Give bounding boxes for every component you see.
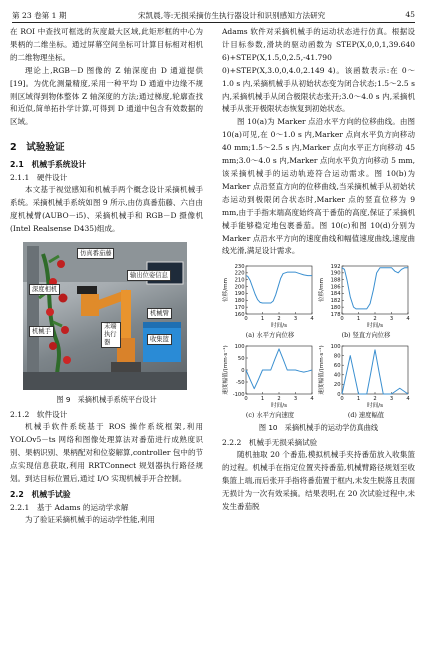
y-tick-label: 80 — [333, 353, 341, 360]
y-tick-label: 186 — [330, 284, 341, 291]
chart-horizontal-velocity — [222, 342, 318, 410]
subsubsection-heading: 2.1.2 软件设计 — [10, 409, 68, 419]
paragraph: 随机抽取 20 个番茄,模拟机械手夹持番茄放入收集篮的过程。机械手在指定位置夹持番茄,机械臂路径规划至收集篮上端,而后张开手指将番茄置于框内,未发生脱落且表面无损计为一次有效采摘。结果表明,在 20 次试验过程中,未发生番茄脱 — [222, 450, 415, 511]
y-axis-label: 位移/mm — [319, 278, 325, 303]
paragraph: 机械手软件系统基于 ROS 操作系统框架,利用 YOLOv5－ts 网络和图像处理算法对番茄进行成熟度识别、果柄识别、果柄配对和位姿解算,controller 包中的节点实现信息获取,利用 RRTConnect 规划器执行路径规划。到达目标位置后,通过 I/O 实现机械手开合控制。 — [10, 421, 203, 483]
chart-vertical-displacement — [318, 262, 414, 330]
x-tick-label: 4 — [310, 316, 314, 323]
figure-9-caption: 图 9 采摘机械手系统平台设计 — [56, 394, 157, 404]
x-axis-label: 时间/s — [271, 403, 287, 410]
x-axis-label: 时间/s — [367, 323, 383, 330]
x-tick-label: 3 — [293, 396, 298, 403]
y-tick-label: 0 — [337, 392, 341, 399]
y-tick-label: 50 — [237, 356, 245, 363]
x-tick-label: 0 — [244, 396, 248, 403]
x-tick-label: 2 — [277, 316, 281, 323]
subcaption: (d) 速度幅值 — [347, 412, 385, 420]
series-line — [246, 349, 312, 389]
y-tick-label: 192 — [330, 264, 341, 271]
series-line — [246, 272, 312, 303]
figure-10-caption: 图 10 采摘机械手的运动学仿真曲线 — [258, 423, 379, 433]
x-tick-label: 4 — [406, 316, 410, 323]
y-tick-label: 200 — [234, 284, 245, 291]
x-tick-label: 1 — [356, 396, 361, 403]
y-tick-label: 170 — [234, 305, 245, 312]
label-end-effector: 末端执行器 — [101, 322, 121, 348]
subcaption: (a) 水平方向位移 — [245, 332, 295, 340]
plot-frame — [342, 346, 408, 394]
label-basket: 收集篮 — [147, 334, 172, 345]
figure-9-photo — [23, 242, 187, 390]
subsubsection-heading: 2.2.2 机械手无损采摘试验 — [222, 438, 318, 448]
y-tick-label: 220 — [234, 270, 245, 277]
y-tick-label: 210 — [234, 277, 245, 284]
y-tick-label: 180 — [234, 298, 245, 305]
x-tick-label: 2 — [373, 316, 377, 323]
x-tick-label: 0 — [340, 396, 344, 403]
label-arm: 机械臂 — [147, 308, 172, 319]
section-heading: 2 试验验证 — [10, 142, 65, 154]
y-tick-label: 60 — [333, 363, 341, 370]
plot-frame — [246, 266, 312, 314]
y-tick-label: 182 — [330, 298, 341, 305]
chart-svg — [318, 342, 414, 410]
right-column — [222, 26, 415, 514]
chart-svg — [222, 342, 318, 410]
paragraph: 理论上,RGB－D 图像的 Z 轴深度由 D 通道提供[19]。为优化测量精度,采用一种平均 D 通道中边缘不规则区域得到物体整体 Z 轴深度的方法;通过梯度,轮廓查找和近似,简单拓扑学计算,可得到 D 通道中包含有效数据的区域。 — [10, 65, 203, 127]
x-tick-label: 3 — [293, 316, 298, 323]
label-pose-output: 输出位姿信息 — [127, 270, 171, 281]
chart-svg — [222, 262, 318, 330]
label-depth-camera: 深度相机 — [29, 284, 60, 295]
y-tick-label: 180 — [330, 305, 341, 312]
subsubsection-heading: 2.1.1 硬件设计 — [10, 173, 68, 183]
x-tick-label: 1 — [260, 396, 265, 403]
chart-horizontal-displacement — [222, 262, 318, 330]
running-header — [12, 8, 415, 23]
label-hand: 机械手 — [29, 326, 54, 337]
y-axis-label: 速度幅值/(mm·s⁻¹) — [319, 345, 325, 396]
paragraph: Adams 软件对采摘机械手的运动状态进行仿真。根据设计目标参数,滑块的驱动函数为 STEP(X,0,0,1,39.640 6)+STEP(X,1.5,0,2.5,-41.790 0)+STEP(X,3.0,0,4.0,2.149 4)。该函数表示:在 0～1.0 s 内,采摘机械手从初始状态变为闭合状态;1.5～2.5 s 内,采摘机械手从闭合极限状态张开;3.0～4.0 s 内,采摘机械手从张开极限状态恢复到初始状态。 — [222, 27, 415, 114]
subsection-heading: 2.1 机械手系统设计 — [10, 160, 87, 170]
x-tick-label: 1 — [356, 316, 361, 323]
x-tick-label: 4 — [406, 396, 410, 403]
x-tick-label: 0 — [244, 316, 248, 323]
paragraph: 图 10(a)为 Marker 点沿水平方向的位移曲线。由图 10(a)可见,在 0～1.0 s 内,Marker 点向水平负方向移动 40 mm;1.5～2.5 s 内,Marker 点向水平正方向移动 45 mm;3.0～4.0 s 内,Marker 点向水平负方向移动 5 mm,该采摘机械手的运动轨迹符合运动需求。图 10(b)为 Marker 点沿竖直方向的位移曲线,当采摘机械手从初始状态运动到极限闭合状态时,Marker 点的竖直位移为 9 mm,由于手指末端高度始终高于番茄的高度,保证了采摘机械手能够稳定地包裹番茄。图 10(c)和图 10(d)分别为 Marker 点沿水平方向的速度曲线和幅值速度曲线,速度曲线光滑,满足设计需求。 — [222, 117, 415, 256]
x-tick-label: 3 — [389, 396, 394, 403]
y-tick-label: 100 — [234, 344, 245, 351]
journal-issue: 第 23 卷第 1 期 — [12, 11, 67, 20]
chart-velocity-magnitude — [318, 342, 414, 410]
y-tick-label: -50 — [236, 380, 245, 387]
running-title: 宋凯晨,等:无损采摘仿生执行器设计和识别感知方法研究 — [138, 11, 326, 20]
y-tick-label: 20 — [333, 382, 341, 389]
paragraph: 为了验证采摘机械手的运动学性能,利用 — [25, 515, 155, 525]
x-tick-label: 4 — [310, 396, 314, 403]
y-tick-label: 230 — [234, 264, 245, 271]
x-axis-label: 时间/s — [271, 323, 287, 330]
x-tick-label: 1 — [260, 316, 265, 323]
x-tick-label: 2 — [373, 396, 377, 403]
figure-10 — [222, 262, 415, 422]
y-tick-label: -100 — [232, 392, 245, 399]
x-tick-label: 0 — [340, 316, 344, 323]
series-line — [342, 350, 408, 394]
y-tick-label: 190 — [234, 291, 245, 298]
y-tick-label: 40 — [333, 372, 341, 379]
x-axis-label: 时间/s — [367, 403, 383, 410]
series-line — [342, 268, 408, 309]
y-tick-label: 188 — [330, 277, 341, 284]
subsection-heading: 2.2 机械手试验 — [10, 490, 71, 500]
y-tick-label: 160 — [234, 312, 245, 319]
left-column — [10, 26, 203, 527]
label-vine: 仿真番茄藤 — [77, 248, 114, 259]
y-tick-label: 0 — [241, 368, 245, 375]
y-axis-label: 位移/mm — [223, 278, 229, 303]
y-tick-label: 190 — [330, 270, 341, 277]
page-number: 45 — [405, 10, 415, 19]
chart-svg — [318, 262, 414, 330]
y-tick-label: 100 — [330, 344, 341, 351]
paragraph: 本文基于视觉感知和机械手两个概念设计采摘机械手系统。采摘机械手系统如图 9 所示,由仿真番茄藤、六自由度机械臂(AUBO－i5)、采摘机械手和 RGB－D 摄像机(Intel Realsense D435)组成。 — [10, 185, 203, 233]
subcaption: (b) 竖直方向位移 — [341, 332, 391, 340]
subsubsection-heading: 2.2.1 基于 Adams 的运动学求解 — [10, 503, 129, 513]
paragraph: 在 ROI 中查找可框选的灰度最大区域,此矩形框的中心为果柄的二维坐标。通过屏幕空间坐标可计算目标相对相机的二维物理坐标。 — [10, 27, 203, 62]
y-tick-label: 178 — [330, 312, 341, 319]
y-axis-label: 速度幅值/(mm·s⁻¹) — [223, 345, 229, 396]
plot-frame — [246, 346, 312, 394]
x-tick-label: 2 — [277, 396, 281, 403]
x-tick-label: 3 — [389, 316, 394, 323]
subcaption: (c) 水平方向速度 — [245, 412, 295, 420]
y-tick-label: 184 — [330, 291, 341, 298]
